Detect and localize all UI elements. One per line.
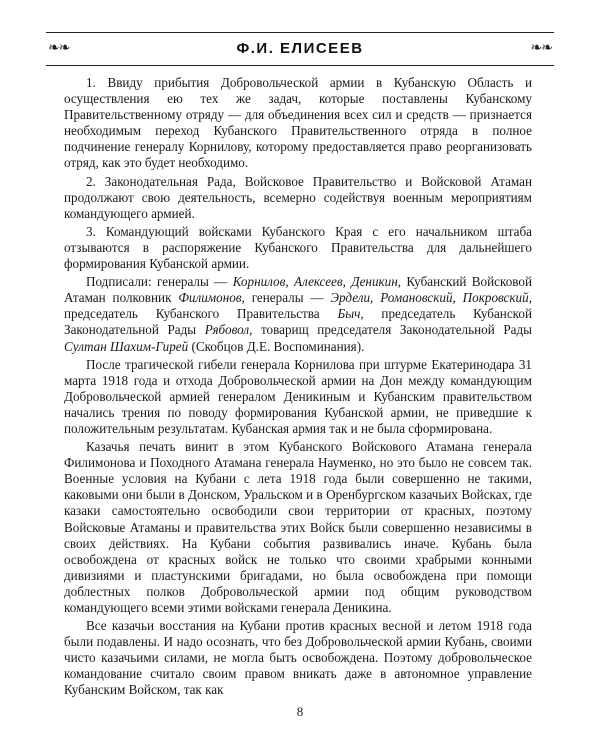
paragraph-text: , генералы — xyxy=(241,290,331,306)
header-rule-bottom xyxy=(46,65,554,66)
paragraph-text: Подписали: генералы — xyxy=(86,274,233,290)
paragraph-text: После трагической гибели генерала Корнилова при штурме Екатеринодара 31 марта 1918 года и отхода Добровольческой армии на Дон между командующим Добровольческой армией генералом Деникиным и Кубанским правительством начались трения по поводу формирования Кубанской армии, не приведшие к положительным результатам. Кубанская армия так и не была сформирована. xyxy=(64,356,532,436)
page-number: 8 xyxy=(296,704,304,719)
paragraph-p1 xyxy=(64,75,532,172)
italic-name-text: Корнилов, Алексеев, Деникин xyxy=(232,274,398,290)
paragraph-text: Все казачьи восстания на Кубани против красных весной и летом 1918 года были подавлены. И надо осознать, что без Добровольческой армии Кубань, своими чисто казачьими силами, не могла быть освобождена. Поэтому добровольческое командование считало своим правом вникать даже в автономное управление Кубанским Войском, так как xyxy=(64,618,532,698)
italic-name-text: Султан Шахим-Гирей xyxy=(64,338,189,354)
italic-name-text: Эрдели, Романовский, Покровский xyxy=(330,290,529,306)
paragraph-text: , председатель Кубанской Законодательной Рады xyxy=(64,306,532,338)
paragraph-text: (Скобцов Д.Е. Воспоминания). xyxy=(188,338,365,354)
paragraph-p2 xyxy=(64,174,532,222)
paragraph-text: , председатель Кубанского Правительства xyxy=(64,290,532,322)
body-text xyxy=(64,75,532,699)
ornament-left-icon: ❧❧ xyxy=(48,41,70,56)
ornament-right-icon: ❧❧ xyxy=(530,41,552,56)
running-header xyxy=(46,32,554,66)
italic-name-text: Быч xyxy=(337,306,361,322)
paragraph-text: 3. Командующий войсками Кубанского Края с его начальником штаба отзываются в распоряжение Кубанского Правительства для дальнейшего формирования Кубанской армии. xyxy=(64,223,532,272)
italic-name-text: Рябовол xyxy=(204,322,250,338)
paragraph-p4 xyxy=(64,274,532,354)
header-title: Ф.И. ЕЛИСЕЕВ xyxy=(236,40,364,57)
paragraph-p7 xyxy=(64,618,532,698)
paragraph-p6 xyxy=(64,439,532,616)
paragraph-p3 xyxy=(64,224,532,272)
header-rule-top xyxy=(46,32,554,33)
paragraph-text: , Кубанский Войсковой Атаман полковник xyxy=(64,274,532,306)
paragraph-p5 xyxy=(64,357,532,437)
paragraph-text: 2. Законодательная Рада, Войсковое Правительство и Войсковой Атаман продолжают свою деятельность, всемерно содействуя военным мероприятиям командующего армией. xyxy=(64,173,532,221)
paragraph-text: 1. Ввиду прибытия Добровольческой армии в Кубанскую Область и осуществления ею тех же задач, которые поставлены Кубанскому Правительственному отряду — для объединения всех сил и средств — признается необходимым переход Кубанского Правительственного отряда в полное подчинение генералу Корнилову, которому предоставляется право реорганизовать отряд, как это будет необходимо. xyxy=(64,75,532,171)
italic-name-text: Филимонов xyxy=(178,290,242,306)
paragraph-text: Казачья печать винит в этом Кубанского Войскового Атамана генерала Филимонова и Походного Атамана генерала Науменко, но это было не совсем так. Военные условия на Кубани с лета 1918 года были совершенно не такими, каковыми они были в Донском, Уральском и в Оренбургском казачьих Войсках, где казаки самостоятельно освободили свои территории от красных, поэтому Войсковые Атаманы и правительства этих Войск были совершенно независимы в своих действиях. На Кубани события развивались иначе. Кубань была освобождена от красных войск не только что своими храбрыми конными дивизиями и пластунскими бригадами, но была освобождена при помощи доблестных полков Добровольческой армии под общим руководством командующего всеми этими войсками генерала Деникина. xyxy=(64,439,532,615)
paragraph-text: , товарищ председателя Законодательной Рады xyxy=(249,322,533,338)
